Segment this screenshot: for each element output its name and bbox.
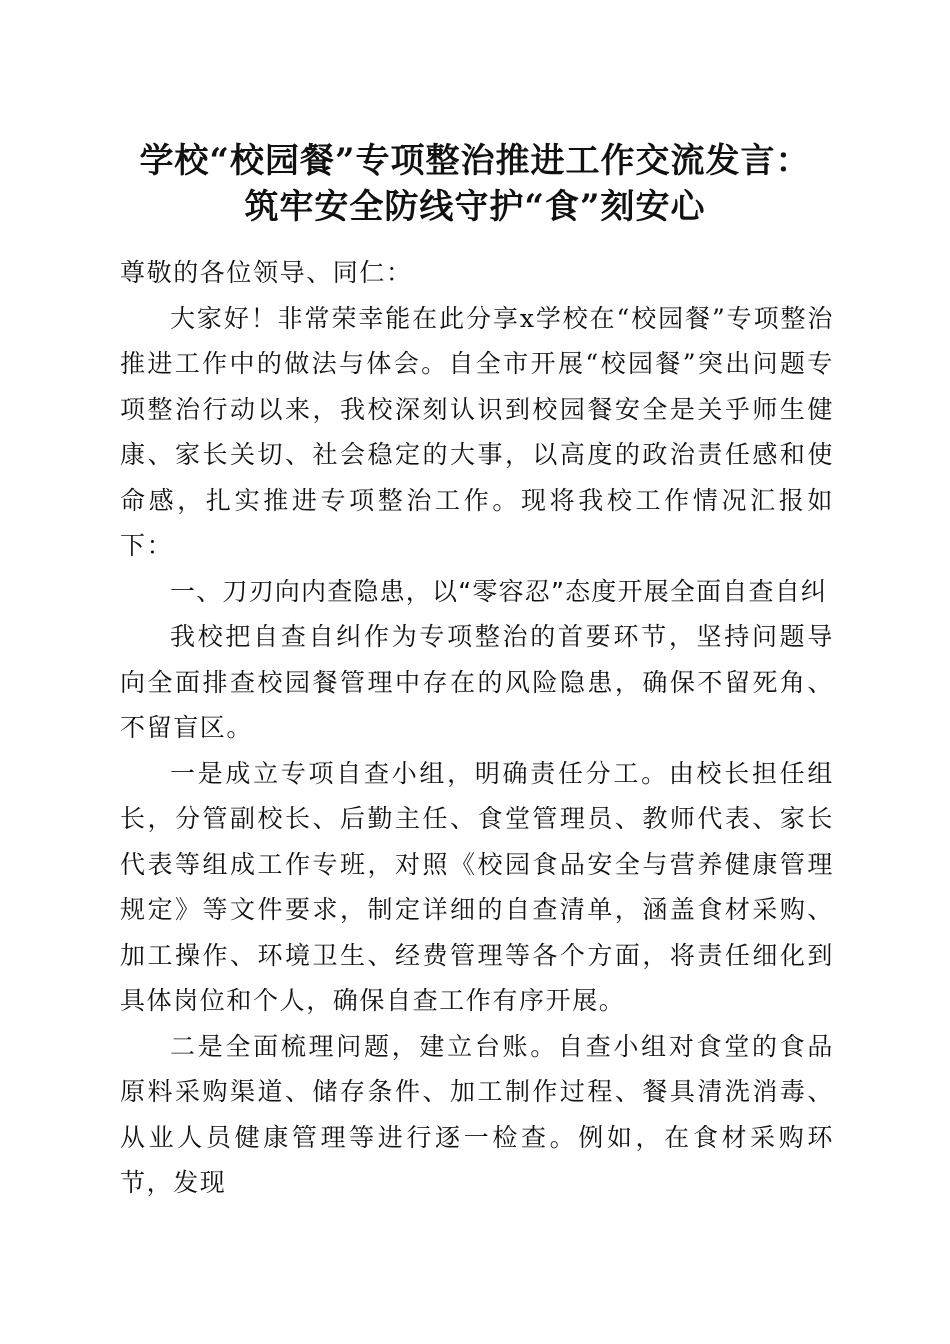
document-title-line1: 学校“校园餐”专项整治推进工作交流发言： [139, 141, 811, 181]
document-title-line2: 筑牢安全防线守护“食”刻安心 [244, 187, 706, 227]
section1-paragraph: 我校把自查自纠作为专项整治的首要环节，坚持问题导向全面排查校园餐管理中存在的风险隐患，确保不留死角、不留盲区。 [120, 622, 834, 742]
point1-lead: 一是成立专项自查小组，明确责任分工。 [170, 758, 669, 788]
salutation: 尊敬的各位领导、同仁： [120, 258, 413, 287]
point2-text: 自查小组对食堂的食品原料采购渠道、储存条件、加工制作过程、餐具清洗消毒、从业人员健康管理等进行逐一检查。例如，在食材采购环节，发现 [120, 1031, 834, 1197]
document-body [120, 250, 834, 1206]
intro-paragraph: 大家好！非常荣幸能在此分享x学校在“校园餐”专项整治推进工作中的做法与体会。自全市开展“校园餐”突出问题专项整治行动以来，我校深刻认识到校园餐安全是关乎师生健康、家长关切、社会稳定的大事，以高度的政治责任感和使命感，扎实推进专项整治工作。现将我校工作情况汇报如下： [120, 303, 834, 560]
point2-paragraph [120, 1024, 834, 1206]
section1-heading: 一、刀刃向内查隐患，以“零容忍”态度开展全面自查自纠 [170, 576, 828, 606]
point1-paragraph [120, 751, 834, 1024]
point1-text: 由校长担任组长，分管副校长、后勤主任、食堂管理员、教师代表、家长代表等组成工作专班，对照《校园食品安全与营养健康管理规定》等文件要求，制定详细的自查清单，涵盖食材采购、加工操作、环境卫生、经费管理等各个方面，将责任细化到具体岗位和个人，确保自查工作有序开展。 [120, 758, 834, 1015]
point2-lead: 二是全面梳理问题，建立台账。 [170, 1031, 558, 1061]
